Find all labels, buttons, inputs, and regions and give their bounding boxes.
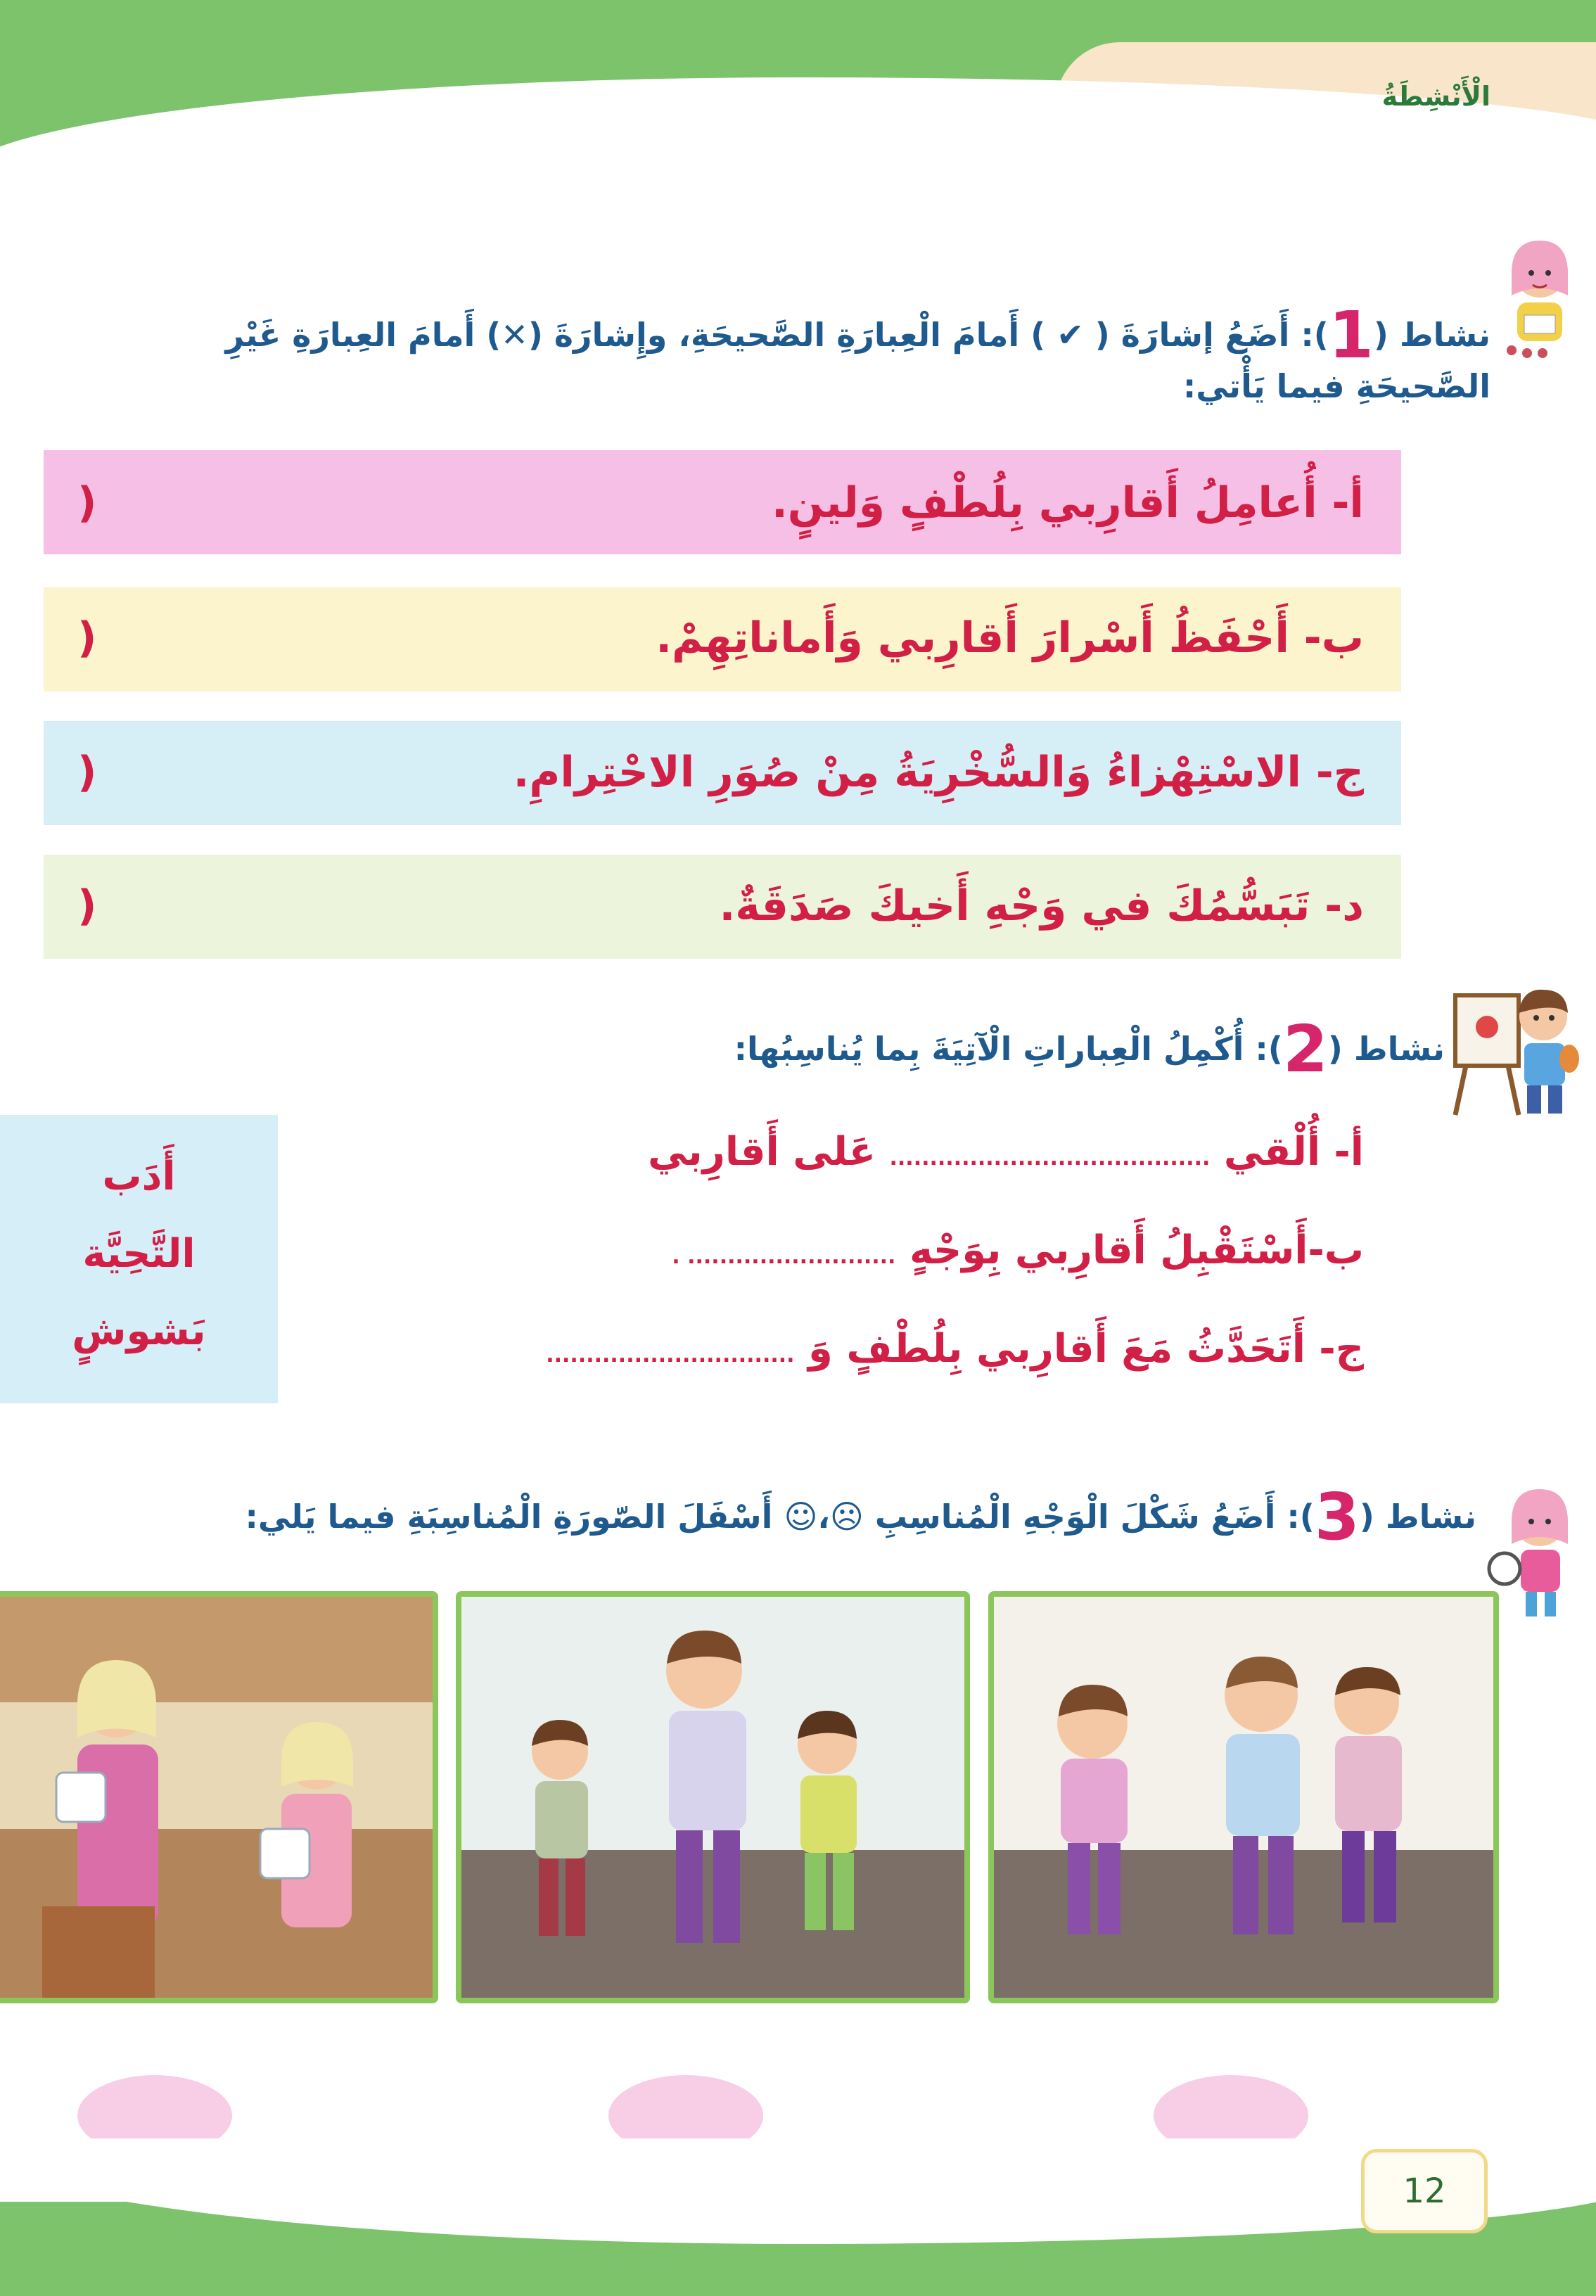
girl-magnifier-icon (1487, 1481, 1578, 1621)
boy-painting-icon (1448, 974, 1582, 1118)
statement-c-text: ج- الاسْتِهْزاءُ وَالسُّخْرِيَةُ مِنْ صُوَرِ الاحْتِرامِ. (513, 748, 1364, 797)
statement-b-answer-box[interactable]: ( (77, 613, 97, 663)
activity-2-number: 2 (1282, 1012, 1328, 1087)
page-number-badge: 12 (1361, 2149, 1488, 2233)
statement-d-answer-box[interactable]: ( (77, 881, 97, 931)
activity-2-label: نشاط ( (1327, 1030, 1445, 1068)
statement-a-answer-box[interactable]: ( (77, 478, 97, 528)
activity-2-instruction: ): أُكْمِلُ الْعِباراتِ الْآتِيَةَ بِما يُناسِبُها: (734, 1030, 1283, 1068)
statement-d-text: د- تَبَسُّمُكَ في وَجْهِ أَخيكَ صَدَقَةٌ. (719, 881, 1364, 931)
fill-line-b-blank[interactable]: .......................... . (672, 1244, 896, 1269)
activity-2-heading (734, 1012, 1445, 1087)
fill-line-b-start: ب-أَسْتَقْبِلُ أَقارِبي بِوَجْهٍ (909, 1227, 1364, 1273)
fill-line-a (648, 1129, 1364, 1175)
statement-c-answer-box[interactable]: ( (77, 748, 97, 797)
fill-line-b (672, 1227, 1364, 1273)
word-bank-item-adab: أَدَب (102, 1154, 176, 1199)
fill-line-a-blank[interactable]: ........................................ (889, 1146, 1211, 1171)
statement-a-text: أ- أُعامِلُ أَقارِبي بِلُطْفٍ وَلينٍ. (772, 478, 1364, 528)
fill-line-c (546, 1326, 1364, 1372)
activity-3-heading (245, 1479, 1476, 1555)
header-white-wave (0, 77, 1596, 260)
girl-reading-icon (1498, 232, 1582, 359)
fill-line-a-start: أ- أُلْقي (1223, 1129, 1364, 1175)
fill-line-c-start: ج- أَتَحَدَّثُ مَعَ أَقارِبي بِلُطْفٍ وَ (808, 1326, 1364, 1372)
activity-3-instruction: ): أَضَعُ شَكْلَ الْوَجْهِ الْمُناسِبِ ☹،☺ أَسْفَلَ الصّورَةِ الْمُناسِبَةِ فيما يَلي: (245, 1498, 1315, 1536)
activity-1-heading (91, 298, 1490, 412)
page-section-title: الْأَنْشِطَةُ (1381, 81, 1490, 112)
activity-1-label: نشاط ( (1373, 316, 1490, 354)
activity-1-instruction: ): أَضَعُ إشارَةَ ( ✔ ) أَمامَ الْعِبارَةِ الصَّحيحَةِ، وإِشارَةَ (✕) أَمامَ العِبارَةِ غَيْرِ الصَّحيحَةِ فيما يَأْتي: (225, 316, 1490, 405)
picture-boy-bullying (456, 1591, 970, 2003)
picture-boys-greeting (988, 1591, 1499, 2003)
activity-1-number: 1 (1328, 298, 1374, 373)
word-bank-item-bashush: بَشوشٍ (72, 1308, 206, 1354)
activity-3-label: نشاط ( (1359, 1498, 1476, 1536)
word-bank-item-tahiya: التَّحِيَّة (82, 1231, 196, 1277)
fill-line-a-end: عَلى أَقارِبي (647, 1129, 876, 1175)
activity-3-number: 3 (1314, 1479, 1360, 1555)
statement-b-text: ب- أَحْفَظُ أَسْرارَ أَقارِبي وَأَماناتِهِمْ. (656, 613, 1364, 663)
picture-girls-carrying-plates (0, 1591, 438, 2003)
fill-line-c-blank[interactable]: ............................... (546, 1343, 795, 1367)
